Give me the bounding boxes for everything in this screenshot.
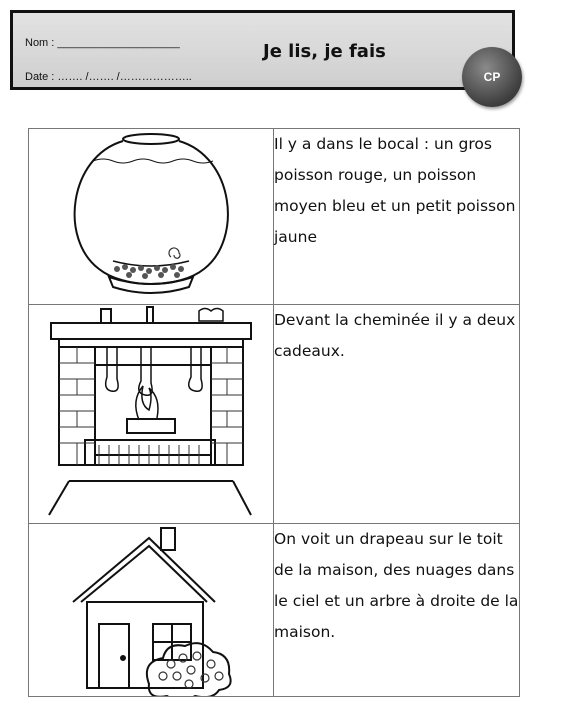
exercise-row bbox=[29, 129, 520, 305]
date-field-label: Date : ……. /……. /……………….. bbox=[25, 71, 192, 83]
fireplace-icon bbox=[29, 305, 273, 523]
house-icon bbox=[29, 524, 273, 696]
exercise-text: Il y a dans le bocal : un gros poisson rouge, un poisson moyen bleu et un petit poisson jaune bbox=[274, 129, 520, 305]
exercise-row bbox=[29, 524, 520, 697]
exercise-row bbox=[29, 305, 520, 524]
worksheet-title: Je lis, je fais bbox=[263, 41, 386, 62]
exercise-text: On voit un drapeau sur le toit de la maison, des nuages dans le ciel et un arbre à droite de la maison. bbox=[274, 524, 520, 697]
exercise-image-cell bbox=[29, 129, 274, 305]
name-field-label: Nom : ____________________ bbox=[25, 37, 180, 49]
worksheet-header bbox=[10, 10, 515, 90]
exercise-table bbox=[28, 128, 520, 697]
exercise-image-cell bbox=[29, 524, 274, 697]
level-badge: CP bbox=[462, 47, 522, 107]
exercise-image-cell bbox=[29, 305, 274, 524]
exercise-text: Devant la cheminée il y a deux cadeaux. bbox=[274, 305, 520, 524]
fishbowl-icon bbox=[29, 129, 273, 304]
